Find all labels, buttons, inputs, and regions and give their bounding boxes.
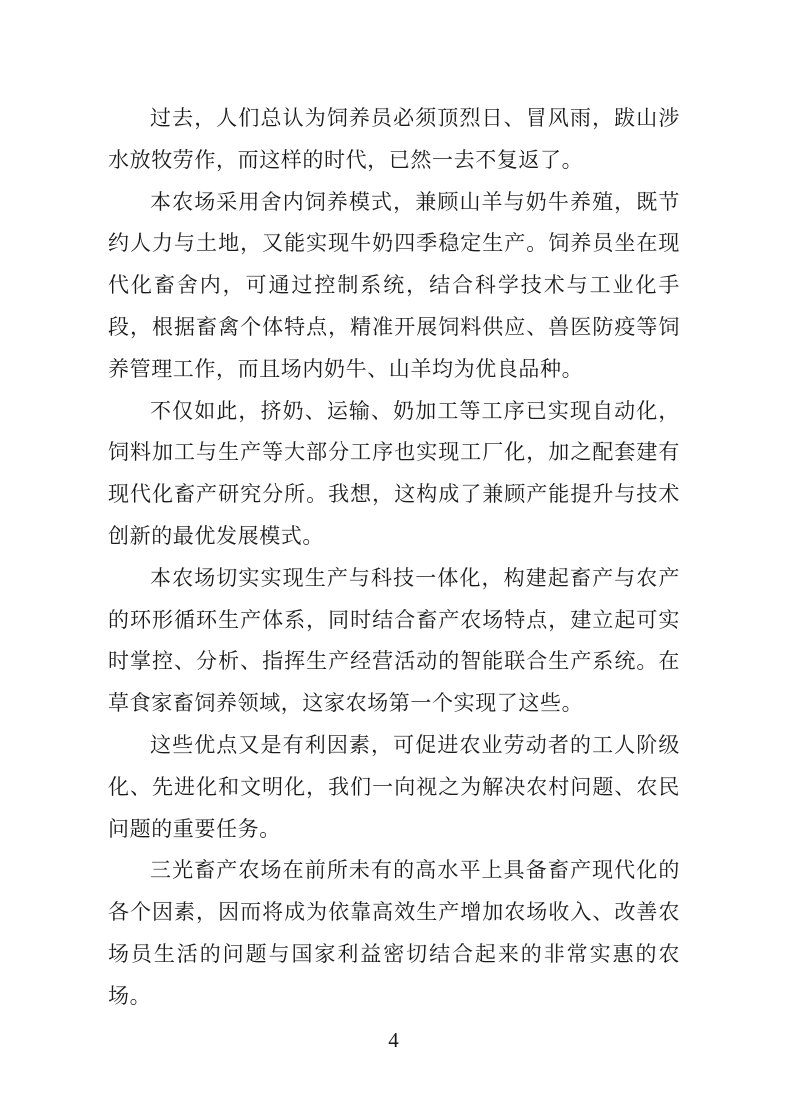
- paragraph-1: 过去，人们总认为饲养员必须顶烈日、冒风雨，跋山涉水放牧劳作，而这样的时代，已然一去不复返了。: [108, 106, 680, 172]
- paragraph-2: 本农场采用舍内饲养模式，兼顾山羊与奶牛养殖，既节约人力与土地，又能实现牛奶四季稳定生产。饲养员坐在现代化畜舍内，可通过控制系统，结合科学技术与工业化手段，根据畜禽个体特点，精准开展饲料供应、兽医防疫等饲养管理工作，而且场内奶牛、山羊均为优良品种。: [108, 189, 680, 381]
- paragraph-3: 不仅如此，挤奶、运输、奶加工等工序已实现自动化，饲料加工与生产等大部分工序也实现工厂化，加之配套建有现代化畜产研究分所。我想，这构成了兼顾产能提升与技术创新的最优发展模式。: [108, 398, 680, 548]
- paragraph-4: 本农场切实实现生产与科技一体化，构建起畜产与农产的环形循环生产体系，同时结合畜产农场特点，建立起可实时掌控、分析、指挥生产经营活动的智能联合生产系统。在草食家畜饲养领域，这家农场第一个实现了这些。: [108, 565, 680, 716]
- paragraph-5: 这些优点又是有利因素，可促进农业劳动者的工人阶级化、先进化和文明化，我们一向视之为解决农村问题、农民问题的重要任务。: [108, 732, 680, 841]
- document-body: [108, 98, 680, 1018]
- paragraph-6: 三光畜产农场在前所未有的高水平上具备畜产现代化的各个因素，因而将成为依靠高效生产增加农场收入、改善农场员生活的问题与国家利益密切结合起来的非常实惠的农场。: [108, 858, 680, 1008]
- page-number: 4: [388, 1028, 399, 1052]
